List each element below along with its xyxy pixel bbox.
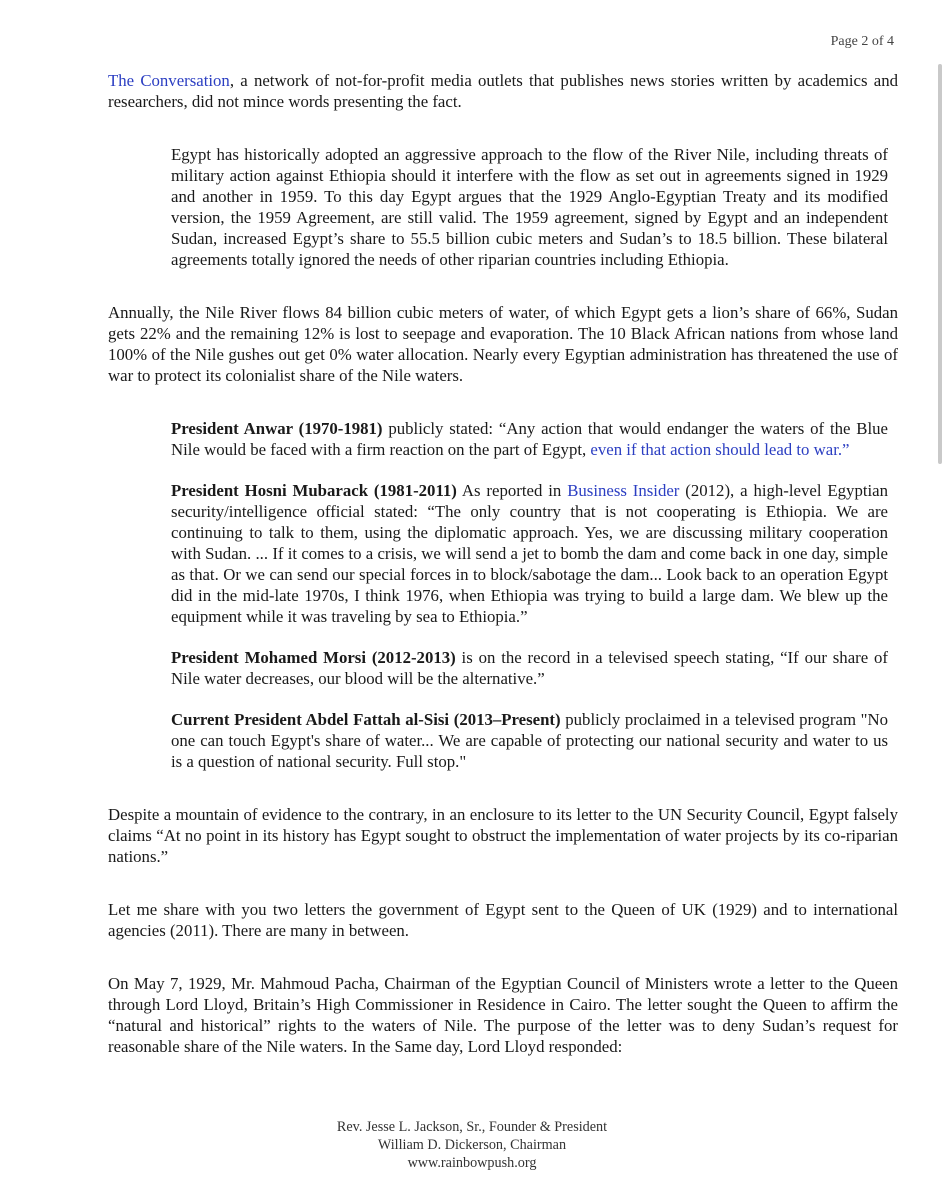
may-1929-paragraph: On May 7, 1929, Mr. Mahmoud Pacha, Chairman of the Egyptian Council of Ministers wrote a letter to the Queen through Lord Lloyd, Britain’s High Commissioner in Residence in Cairo. The letter sought the Queen to affirm the “natural and historical” rights to the waters of Nile. The purpose of the letter was to deny Sudan’s request for reasonable share of the Nile waters. In the Same day, Lord Lloyd responded:: [108, 974, 898, 1056]
intro-paragraph: [108, 70, 898, 112]
the-conversation-link[interactable]: The Conversation: [108, 71, 230, 90]
mubarak-quote: [171, 480, 888, 627]
footer-founder: Rev. Jesse L. Jackson, Sr., Founder & President: [336, 1119, 608, 1135]
anwar-quote: [171, 418, 888, 460]
un-letter-paragraph: Despite a mountain of evidence to the contrary, in an enclosure to its letter to the UN Security Council, Egypt falsely claims “At no point in its history has Egypt sought to obstruct the implementation of water projects by its co-riparian nations.”: [108, 805, 898, 866]
page-number: Page 2 of 4: [830, 34, 894, 49]
footer-website: www.rainbowpush.org: [407, 1155, 537, 1171]
anwar-war-link[interactable]: even if that action should lead to war.”: [590, 440, 850, 459]
anwar-text: publicly stated: “Any action that would endanger the waters of the Blue Nile would be faced with a firm reaction on the part of Egypt,: [171, 419, 888, 459]
morsi-text: is on the record in a televised speech stating, “If our share of Nile water decreases, our blood will be the alternative.”: [171, 648, 888, 688]
mubarak-text-2: (2012), a high-level Egyptian security/intelligence official stated: “The only country that is not cooperating is Ethiopia. We are continuing to talk to them, using the diplomatic approach. Yes, we are discussing military cooperation with Sudan. ... If it comes to a crisis, we will send a jet to bomb the dam and come back in one day, simple as that. Or we can send our special forces in to block/sabotage the dam... Look back to an operation Egypt did in the mid-late 1970s, I think 1976, when Ethiopia was trying to build a large dam. We blew up the equipment while it was traveling by sea to Ethiopia.”: [171, 481, 888, 626]
page-footer: [0, 1118, 944, 1172]
document-body: [108, 70, 898, 1074]
conversation-quote: Egypt has historically adopted an aggressive approach to the flow of the River Nile, including threats of military action against Ethiopia should it interfere with the flow as set out in agreements signed in 1929 and another in 1959. To this day Egypt argues that the 1929 Anglo-Egyptian Treaty and its modified version, the 1959 Agreement, are still valid. The 1959 agreement, signed by Egypt and an independent Sudan, increased Egypt’s share to 55.5 billion cubic meters and Sudan’s to 18.5 billion. These bilateral agreements totally ignored the needs of other riparian countries including Ethiopia.: [171, 145, 888, 269]
morsi-heading: President Mohamed Morsi (2012-2013): [171, 648, 456, 667]
mubarak-heading: President Hosni Mubarack (1981-2011): [171, 481, 457, 500]
anwar-heading: President Anwar (1970-1981): [171, 419, 383, 438]
sisi-heading: Current President Abdel Fattah al-Sisi (2013–Present): [171, 710, 561, 729]
scrollbar-thumb[interactable]: [938, 64, 942, 464]
business-insider-link[interactable]: Business Insider: [567, 481, 680, 500]
two-letters-paragraph: Let me share with you two letters the government of Egypt sent to the Queen of UK (1929) and to international agencies (2011). There are many in between.: [108, 900, 898, 940]
sisi-text: publicly proclaimed in a televised program "No one can touch Egypt's share of water... We are capable of protecting our national security and water to us is a question of national security. Full stop.": [171, 710, 888, 771]
scrollbar[interactable]: [936, 0, 944, 1200]
intro-text: , a network of not-for-profit media outlets that publishes news stories written by academics and researchers, did not mince words presenting the fact.: [108, 71, 898, 111]
sisi-quote: [171, 709, 888, 772]
morsi-quote: [171, 647, 888, 689]
footer-chairman: William D. Dickerson, Chairman: [377, 1137, 567, 1153]
nile-flow-paragraph: Annually, the Nile River flows 84 billion cubic meters of water, of which Egypt gets a lion’s share of 66%, Sudan gets 22% and the remaining 12% is lost to seepage and evaporation. The 10 Black African nations from whose land 100% of the Nile gushes out get 0% water allocation. Nearly every Egyptian administration has threatened the use of war to protect its colonialist share of the Nile waters.: [108, 303, 898, 385]
mubarak-text-1: As reported in: [456, 481, 568, 500]
